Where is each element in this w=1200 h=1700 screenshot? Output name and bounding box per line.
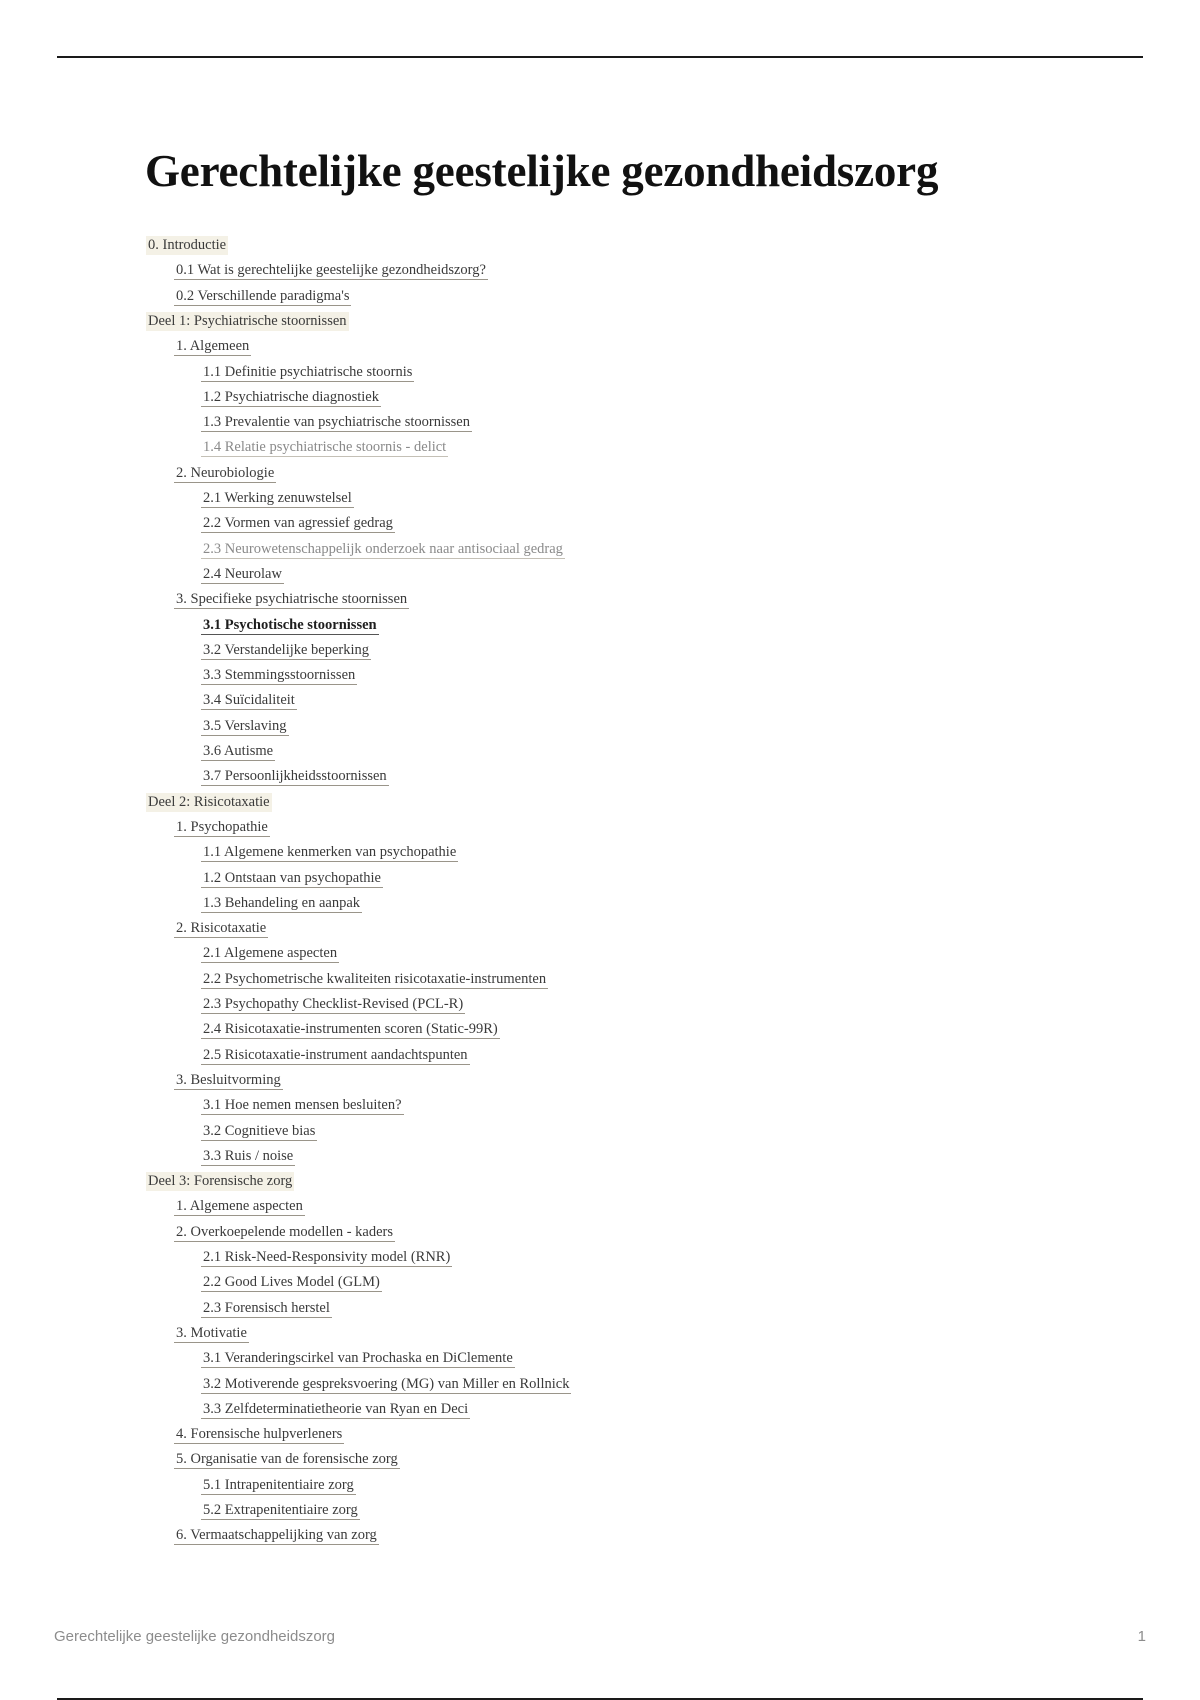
toc-item-label: 2. Risicotaxatie [176, 920, 267, 937]
toc-item[interactable] [174, 1197, 305, 1217]
toc-item[interactable] [201, 1122, 317, 1142]
toc-item[interactable] [201, 641, 371, 661]
toc-item[interactable] [201, 1400, 470, 1420]
top-rule [57, 56, 1143, 58]
toc-item[interactable] [201, 843, 458, 863]
toc-item-label: 3.1 Hoe nemen mensen besluiten? [203, 1097, 402, 1114]
toc-item-label: 2.1 Werking zenuwstelsel [203, 490, 352, 506]
toc-item-label: 5.2 Extrapenitentiaire zorg [203, 1502, 358, 1518]
toc-item-label: 1.1 Definitie psychiatrische stoornis [203, 363, 413, 380]
toc-item-label: 3.4 Suïcidaliteit [203, 692, 295, 709]
toc-item-label: 4. Forensische hulpverleners [176, 1426, 343, 1443]
toc-item[interactable] [201, 1096, 404, 1116]
toc-item-label: 2. Neurobiologie [176, 464, 275, 481]
toc-item-label: 2.3 Neurowetenschappelijk onderzoek naar antisociaal gedrag [203, 540, 563, 557]
toc-item[interactable] [174, 919, 268, 939]
toc-item[interactable] [201, 565, 284, 585]
toc-item[interactable] [201, 363, 414, 383]
toc-item[interactable] [174, 337, 251, 357]
toc-item-label: 5. Organisatie van de forensische zorg [176, 1451, 398, 1468]
toc-item[interactable] [201, 1349, 515, 1369]
toc-item[interactable] [201, 970, 548, 990]
page-number: 1 [1137, 1628, 1146, 1645]
toc-item-label: 6. Vermaatschappelijking van zorg [176, 1527, 377, 1544]
toc-item-label: 1.4 Relatie psychiatrische stoornis - delict [203, 439, 447, 456]
footer-title: Gerechtelijke geestelijke gezondheidszorg [54, 1628, 336, 1645]
toc-item[interactable] [201, 1476, 356, 1496]
toc-item[interactable] [201, 1501, 360, 1521]
toc-item-label: Deel 3: Forensische zorg [148, 1173, 293, 1190]
toc-item[interactable] [201, 1248, 452, 1268]
toc-item[interactable] [174, 1425, 344, 1445]
toc-item-label: 3.3 Stemmingsstoornissen [203, 667, 356, 684]
toc-item-label: 1.3 Behandeling en aanpak [203, 894, 361, 911]
toc-item-label: Deel 2: Risicotaxatie [148, 793, 270, 810]
toc-item[interactable] [201, 767, 389, 787]
toc-item[interactable] [146, 793, 272, 813]
toc-item[interactable] [174, 1450, 400, 1470]
toc-item-label: 2. Overkoepelende modellen - kaders [176, 1223, 394, 1240]
toc-item-label: 1. Psychopathie [176, 818, 268, 835]
toc-item-label: 1.2 Ontstaan van psychopathie [203, 869, 381, 886]
toc-item-label: 2.3 Psychopathy Checklist-Revised (PCL-R) [203, 996, 464, 1012]
toc-item-label: 2.1 Risk-Need-Responsivity model (RNR) [203, 1249, 451, 1265]
toc-item[interactable] [201, 1273, 382, 1293]
toc-item-label: 3.5 Verslaving [203, 717, 287, 734]
toc-item-label: 5.1 Intrapenitentiaire zorg [203, 1476, 354, 1493]
toc-item[interactable] [201, 438, 448, 458]
toc-item[interactable] [201, 616, 379, 636]
toc-item-label: 3. Besluitvorming [176, 1071, 281, 1088]
toc-item[interactable] [201, 869, 383, 889]
toc-item[interactable] [174, 1223, 395, 1243]
toc-item[interactable] [201, 1046, 470, 1066]
toc-item[interactable] [174, 1071, 283, 1091]
toc-item[interactable] [201, 691, 297, 711]
toc-item-label: 1.2 Psychiatrische diagnostiek [203, 388, 379, 405]
toc-item-label: 0.1 Wat is gerechtelijke geestelijke gezondheidszorg? [176, 262, 486, 279]
toc-item[interactable] [201, 1147, 295, 1167]
toc-item-label: 1. Algemene aspecten [176, 1198, 303, 1215]
toc-item-label: 3.2 Verstandelijke beperking [203, 641, 370, 658]
toc-item-label: 3.1 Psychotische stoornissen [203, 616, 377, 633]
toc-item[interactable] [201, 742, 275, 762]
toc-item-label: 2.4 Neurolaw [203, 565, 282, 582]
toc-item[interactable] [201, 514, 395, 534]
toc-item[interactable] [174, 464, 276, 484]
toc-item[interactable] [174, 1324, 249, 1344]
toc-item[interactable] [201, 995, 465, 1015]
toc-item-label: 3.2 Motiverende gespreksvoering (MG) van Miller en Rollnick [203, 1375, 570, 1392]
toc-item-label: 2.4 Risicotaxatie-instrumenten scoren (Static-99R) [203, 1021, 498, 1038]
toc-item[interactable] [146, 236, 228, 256]
document-title: Gerechtelijke geestelijke gezondheidszorg [145, 146, 939, 196]
toc-item-label: 3.3 Zelfdeterminatietheorie van Ryan en Deci [203, 1400, 469, 1417]
toc-item-label: 2.1 Algemene aspecten [203, 945, 338, 962]
toc-item-label: 2.2 Good Lives Model (GLM) [203, 1274, 380, 1291]
toc-item-label: 3.6 Autisme [203, 743, 274, 759]
toc-item[interactable] [174, 818, 270, 838]
toc-item-label: 2.2 Psychometrische kwaliteiten risicotaxatie-instrumenten [203, 970, 547, 987]
toc-item-label: 2.3 Forensisch herstel [203, 1299, 330, 1316]
toc-item[interactable] [201, 413, 472, 433]
toc-item-label: 3.1 Veranderingscirkel van Prochaska en DiClemente [203, 1350, 513, 1367]
toc-item[interactable] [201, 1375, 571, 1395]
toc-item-label: 0. Introductie [148, 237, 227, 253]
toc-item-label: 0.2 Verschillende paradigma's [176, 287, 350, 304]
toc-item[interactable] [201, 1299, 332, 1319]
toc-item[interactable] [174, 1526, 379, 1546]
toc-item[interactable] [201, 894, 362, 914]
toc-item[interactable] [146, 1172, 294, 1192]
toc-item[interactable] [201, 666, 357, 686]
toc-item-label: 1.3 Prevalentie van psychiatrische stoornissen [203, 414, 470, 431]
toc-item[interactable] [174, 590, 409, 610]
toc-item-label: 1.1 Algemene kenmerken van psychopathie [203, 844, 457, 861]
toc-item-label: 2.2 Vormen van agressief gedrag [203, 515, 393, 532]
toc-item[interactable] [201, 540, 565, 560]
toc-item[interactable] [201, 717, 289, 737]
toc-item-label: 3. Specifieke psychiatrische stoornissen [176, 591, 408, 608]
toc-item[interactable] [201, 944, 339, 964]
toc-item[interactable] [201, 489, 354, 509]
toc-item-label: 3.3 Ruis / noise [203, 1147, 294, 1164]
toc-item[interactable] [174, 261, 488, 281]
toc-item-label: 1. Algemeen [176, 338, 250, 355]
toc-item[interactable] [201, 388, 381, 408]
toc-item-label: 2.5 Risicotaxatie-instrument aandachtspunten [203, 1046, 468, 1063]
toc-item-label: 3.7 Persoonlijkheidsstoornissen [203, 768, 387, 785]
toc-item[interactable] [201, 1020, 500, 1040]
toc-item[interactable] [174, 287, 351, 307]
toc-item-label: 3. Motivatie [176, 1324, 247, 1341]
toc-item-label: 3.2 Cognitieve bias [203, 1122, 316, 1139]
toc-item[interactable] [146, 312, 349, 332]
toc-item-label: Deel 1: Psychiatrische stoornissen [148, 312, 347, 329]
